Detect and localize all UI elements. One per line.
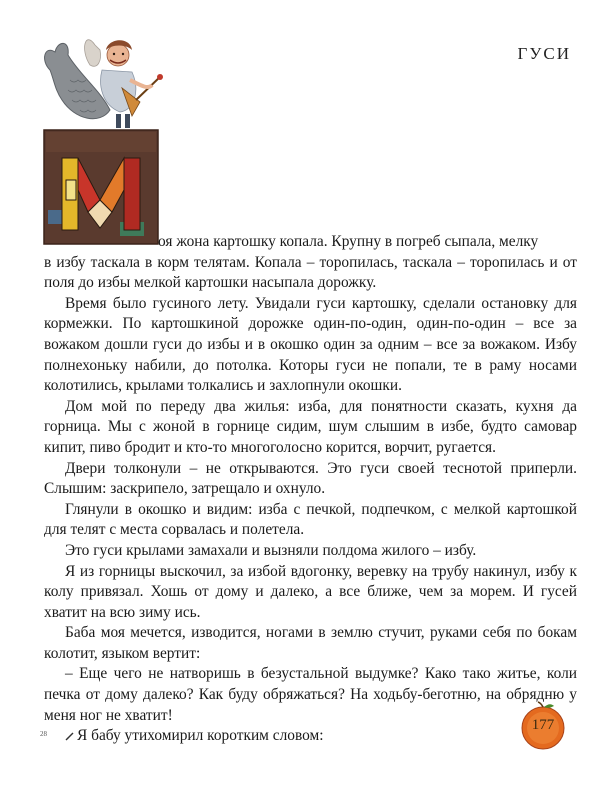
story-text	[44, 232, 577, 747]
paragraph-10	[44, 726, 577, 747]
small-page-marker: 28	[40, 730, 47, 738]
page-number-badge	[517, 700, 569, 752]
paragraph-4: Двери толконули – не открываются. Это гуси своей теснотой приперли. Слышим: заскрипело, затрещало и охнуло.	[44, 459, 577, 498]
page-number: 177	[531, 717, 555, 733]
paragraph-3: Дом мой по переду два жилья: изба, для понятности сказать, кухня да горница. Мы с жоной в горнице сидим, шум слышим в избе, будто самовар кипит, пиво бродит и кто-то многоголосно корится, ворчит, ругается.	[44, 397, 577, 456]
pencil-mark-icon	[65, 731, 75, 741]
paragraph-1: в избу таскала в корм телятам. Копала – торопилась, таскала – торопилась и от поля до избы мелкой картошки насыпала дорожку.	[44, 253, 577, 292]
paragraph-7: Я из горницы выскочил, за избой вдогонку, веревку на трубу накинул, избу к колу привязал. Хошь от дому и далеко, а все ближе, чем за морем. И гусей хватит на всю зиму ись.	[44, 562, 577, 621]
paragraph-5: Глянули в окошко и видим: изба с печкой, подпечком, с мелкой картошкой для телят с места сорвалась и полетела.	[44, 500, 577, 539]
wing	[85, 40, 101, 67]
paragraph-2: Время было гусиного лету. Увидали гуси картошку, сделали остановку для кормежки. По картошкиной дорожке один-по-один, один-по-один – все за вожаком дошли гуси до избы и в окошко один за одним – все за вожаком. Избу полнехоньку набили, до потолка. Которы гуси не попали, те в раму носами колотились, крылами толкались и захлопнули окошки.	[44, 294, 577, 395]
paragraph-6: Это гуси крылами замахали и вызняли полдома жилого – избу.	[65, 541, 477, 559]
paragraph-10-text: Я бабу утихомирил коротким словом:	[77, 727, 324, 745]
drop-cap-illustration	[40, 30, 170, 250]
paragraph-8: Баба моя мечется, изводится, ногами в землю стучит, руками себя по бокам колотит, языком вертит:	[44, 624, 577, 662]
paragraph-9: – Еще чего не натворишь в безустальной выдумке? Како тако житье, коли печка от дому далеко? Как буду обряжаться? На ходьбу-беготню, на обрядню у меня ног не хватит!	[44, 665, 577, 724]
paragraph-1-line-1: оя жона картошку копала. Крупну в погреб сыпала, мелку	[158, 233, 539, 250]
chapter-title: ГУСИ	[517, 44, 571, 63]
